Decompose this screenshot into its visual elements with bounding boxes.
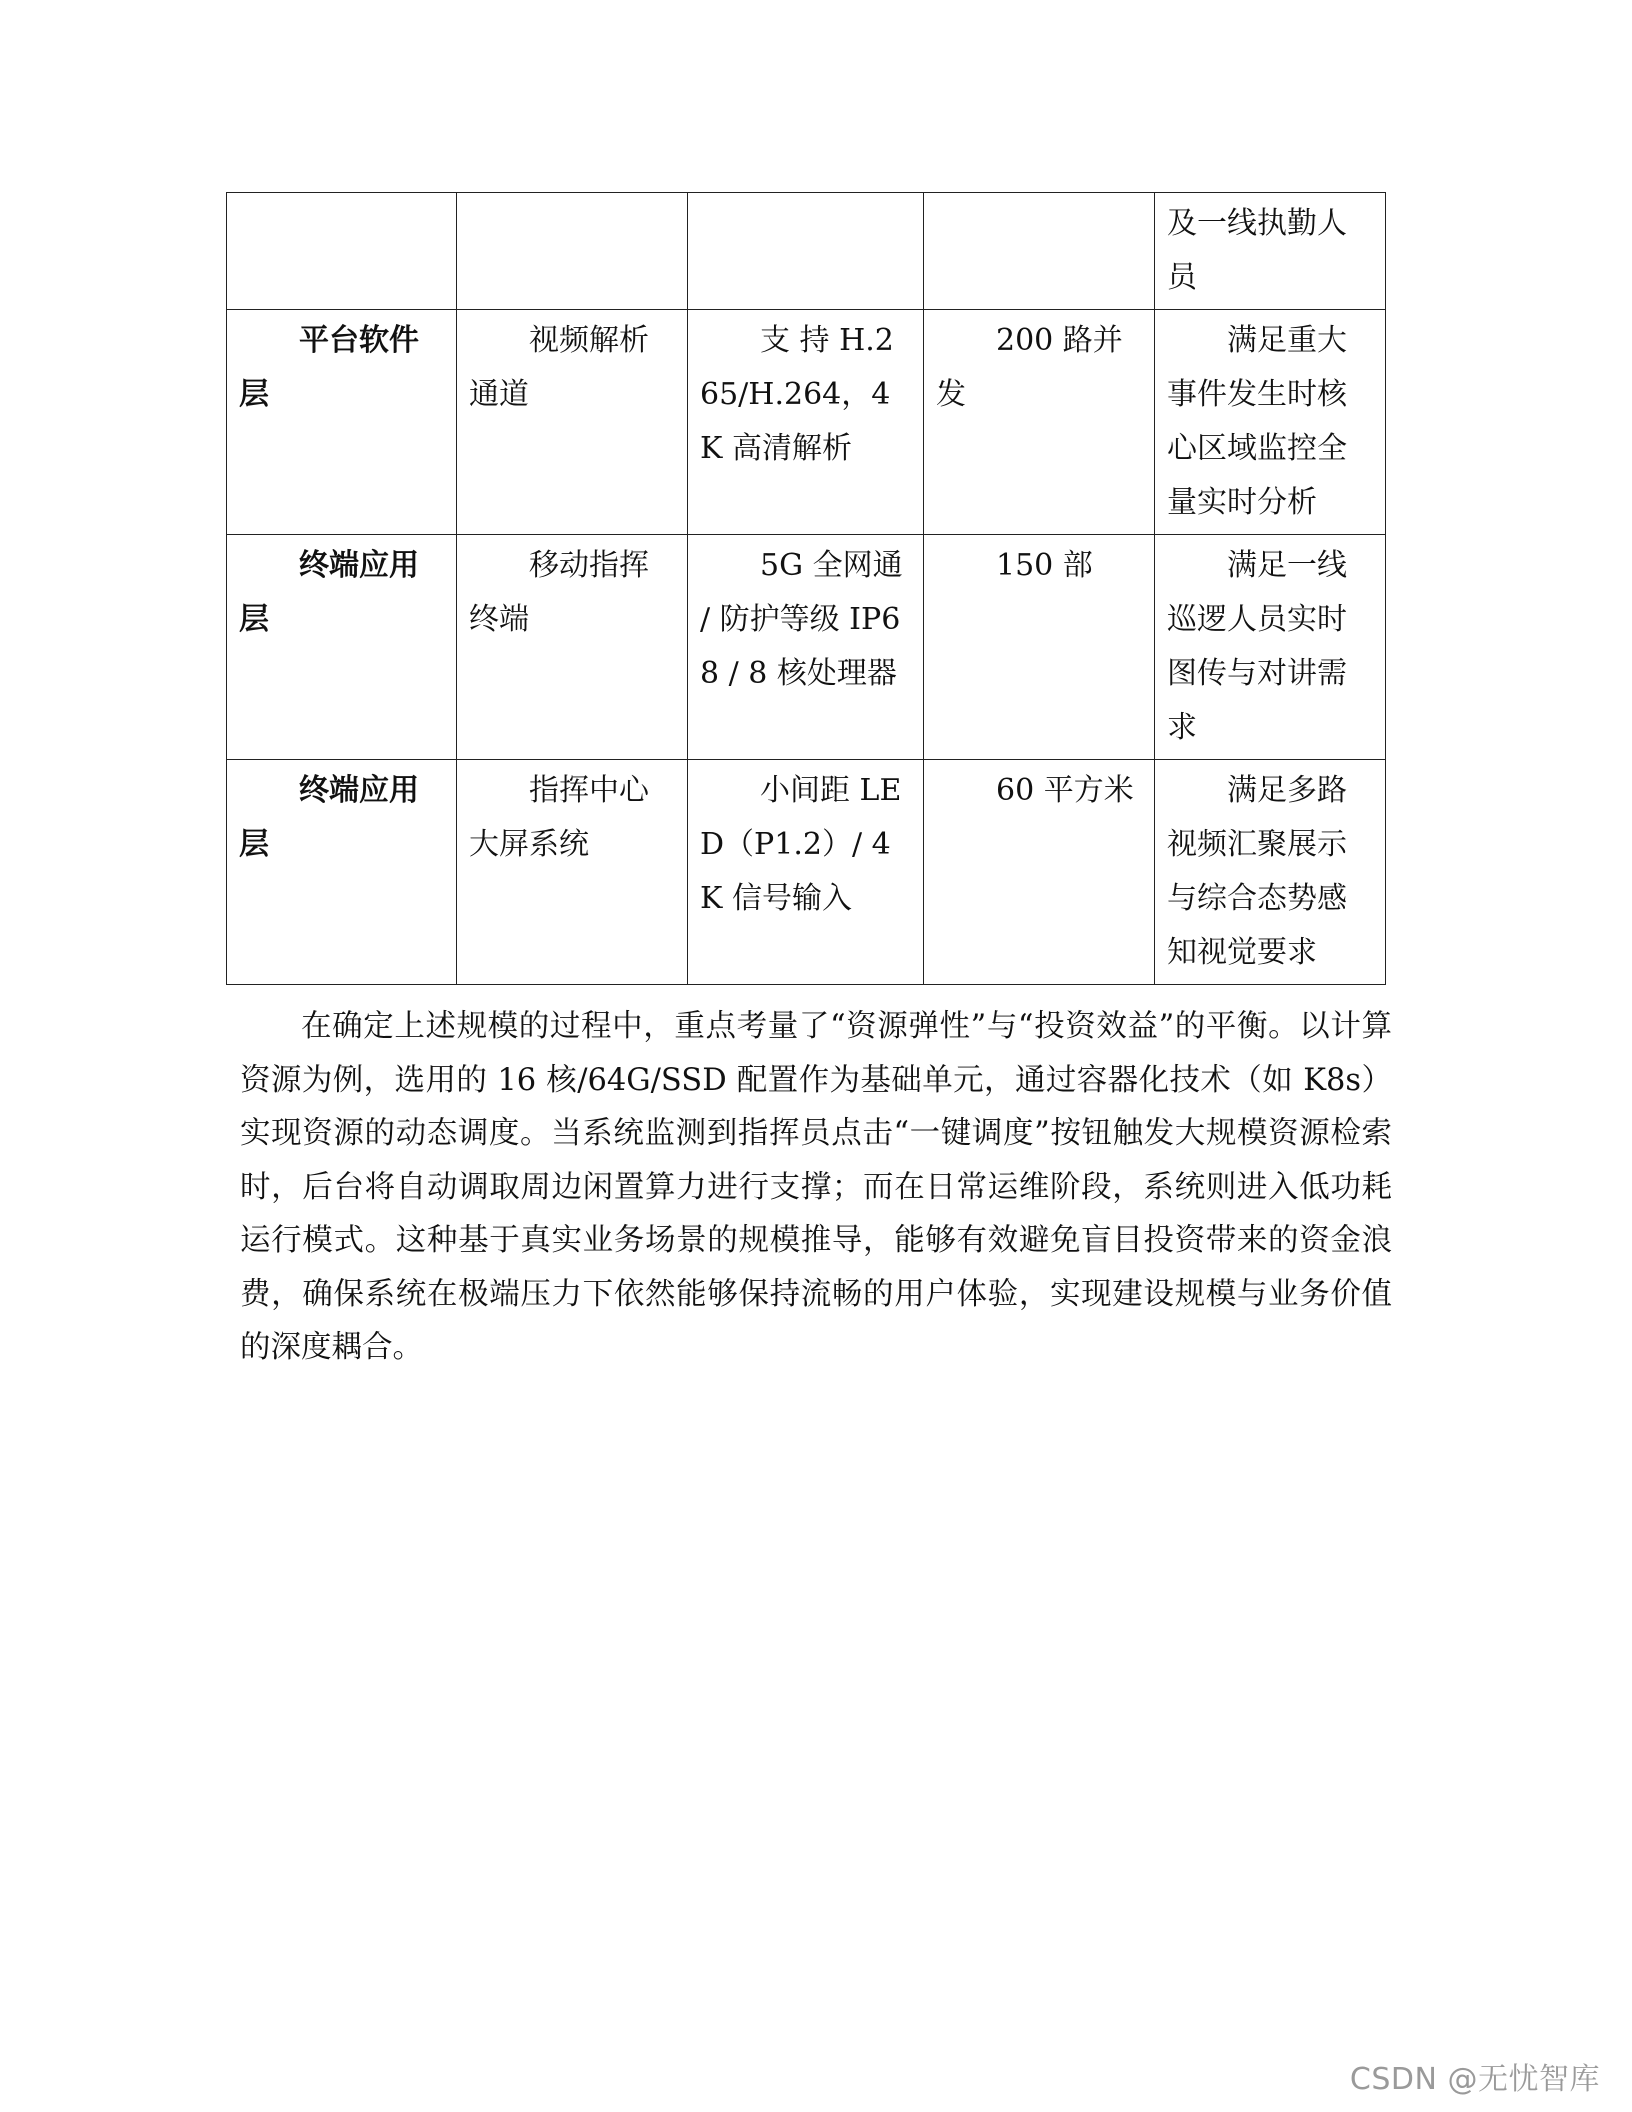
table-row: [227, 760, 1386, 985]
table-cell-spec: 支 持 H.265/H.264，4K 高清解析: [688, 310, 924, 535]
table-cell-reason: 及一线执勤人员: [1155, 193, 1386, 310]
table-cell-spec: 小间距 LED（P1.2）/ 4K 信号输入: [688, 760, 924, 985]
table-cell-reason: 满足多路视频汇聚展示与综合态势感知视觉要求: [1155, 760, 1386, 985]
table-cell-layer: 终端应用层: [227, 760, 457, 985]
table-cell-spec: 5G 全网通 / 防护等级 IP68 / 8 核处理器: [688, 535, 924, 760]
table-cell-item: 移动指挥终端: [457, 535, 688, 760]
table-cell-reason: 满足一线巡逻人员实时图传与对讲需求: [1155, 535, 1386, 760]
body-paragraph: 在确定上述规模的过程中，重点考量了“资源弹性”与“投资效益”的平衡。以计算资源为例，选用的 16 核/64G/SSD 配置作为基础单元，通过容器化技术（如 K8s）实现资源的动态调度。当系统监测到指挥员点击“一键调度”按钮触发大规模资源检索时，后台将自动调取周边闲置算力进行支撑；而在日常运维阶段，系统则进入低功耗运行模式。这种基于真实业务场景的规模推导，能够有效避免盲目投资带来的资金浪费，确保系统在极端压力下依然能够保持流畅的用户体验，实现建设规模与业务价值的深度耦合。: [240, 1009, 1392, 1365]
watermark-text: CSDN @无忧智库: [1349, 2062, 1600, 2097]
table-cell-item: 指挥中心大屏系统: [457, 760, 688, 985]
table-cell-layer: [227, 193, 457, 310]
scale-table: [226, 192, 1386, 985]
table-cell-scale: 150 部: [924, 535, 1155, 760]
table-row: [227, 535, 1386, 760]
table-row: [227, 193, 1386, 310]
table-cell-spec: [688, 193, 924, 310]
table-cell-scale: [924, 193, 1155, 310]
table-cell-item: [457, 193, 688, 310]
table-cell-reason: 满足重大事件发生时核心区域监控全量实时分析: [1155, 310, 1386, 535]
table-cell-scale: 200 路并发: [924, 310, 1155, 535]
table-cell-item: 视频解析通道: [457, 310, 688, 535]
table-cell-scale: 60 平方米: [924, 760, 1155, 985]
table-row: [227, 310, 1386, 535]
table-cell-layer: 终端应用层: [227, 535, 457, 760]
table-cell-layer: 平台软件层: [227, 310, 457, 535]
